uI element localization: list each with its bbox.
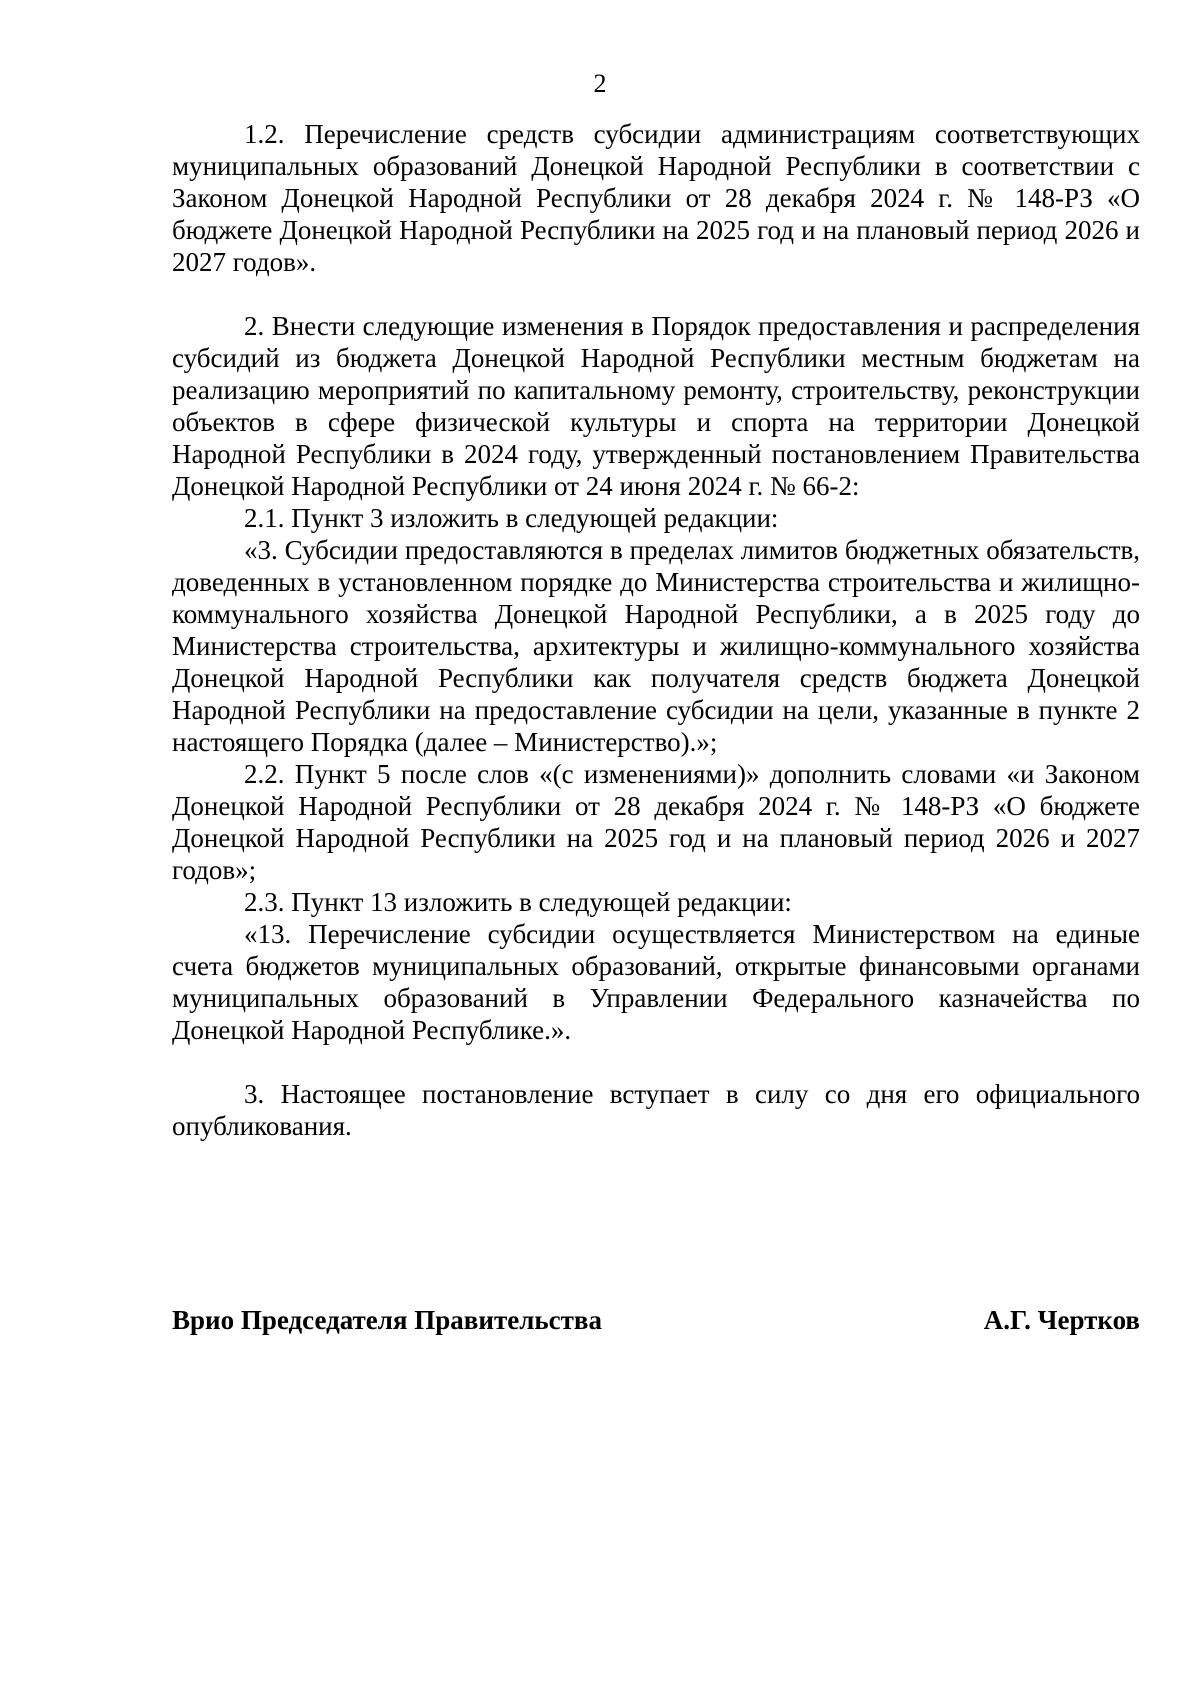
document-body (172, 118, 1140, 1142)
signature-block (172, 1304, 1140, 1336)
paragraph-quote-13: «13. Перечисление субсидии осуществляется Министерством на единые счета бюджетов муниципальных образований, открытые финансовыми органами муниципальных образований в Управлении Федерального казначейства по Донецкой Народной Республике.». (172, 919, 1140, 1045)
paragraph-3: 3. Настоящее постановление вступает в силу со дня его официального опубликования. (172, 1079, 1140, 1141)
paragraph-2: 2. Внести следующие изменения в Порядок предоставления и распределения субсидий из бюджета Донецкой Народной Республики местным бюджетам на реализацию мероприятий по капитальному ремонту, строительству, реконструкции объектов в сфере физической культуры и спорта на территории Донецкой Народной Республики в 2024 году, утвержденный постановлением Правительства Донецкой Народной Республики от 24 июня 2024 г. № 66-2: (172, 311, 1140, 501)
paragraph-2-1: 2.1. Пункт 3 изложить в следующей редакции: (244, 503, 779, 533)
paragraph-2-3: 2.3. Пункт 13 изложить в следующей редакции: (244, 887, 792, 917)
paragraph-1-2: 1.2. Перечисление средств субсидии администрациям соответствующих муниципальных образований Донецкой Народной Республики в соответствии с Законом Донецкой Народной Республики от 28 декабря 2024 г. № 148-РЗ «О бюджете Донецкой Народной Республики на 2025 год и на плановый период 2026 и 2027 годов». (172, 119, 1140, 277)
page-number: 2 (593, 69, 607, 98)
signatory-position: Врио Председателя Правительства (172, 1305, 602, 1335)
paragraph-quote-3: «3. Субсидии предоставляются в пределах лимитов бюджетных обязательств, доведенных в установленном порядке до Министерства строительства и жилищно-коммунального хозяйства Донецкой Народной Республики, а в 2025 году до Министерства строительства, архитектуры и жилищно-коммунального хозяйства Донецкой Народной Республики как получателя средств бюджета Донецкой Народной Республики на предоставление субсидии на цели, указанные в пункте 2 настоящего Порядка (далее – Министерство).»; (172, 535, 1140, 757)
paragraph-2-2: 2.2. Пункт 5 после слов «(с изменениями)» дополнить словами «и Законом Донецкой Народной Республики от 28 декабря 2024 г. № 148-РЗ «О бюджете Донецкой Народной Республики на 2025 год и на плановый период 2026 и 2027 годов»; (172, 759, 1140, 885)
signatory-name: А.Г. Чертков (983, 1305, 1140, 1335)
